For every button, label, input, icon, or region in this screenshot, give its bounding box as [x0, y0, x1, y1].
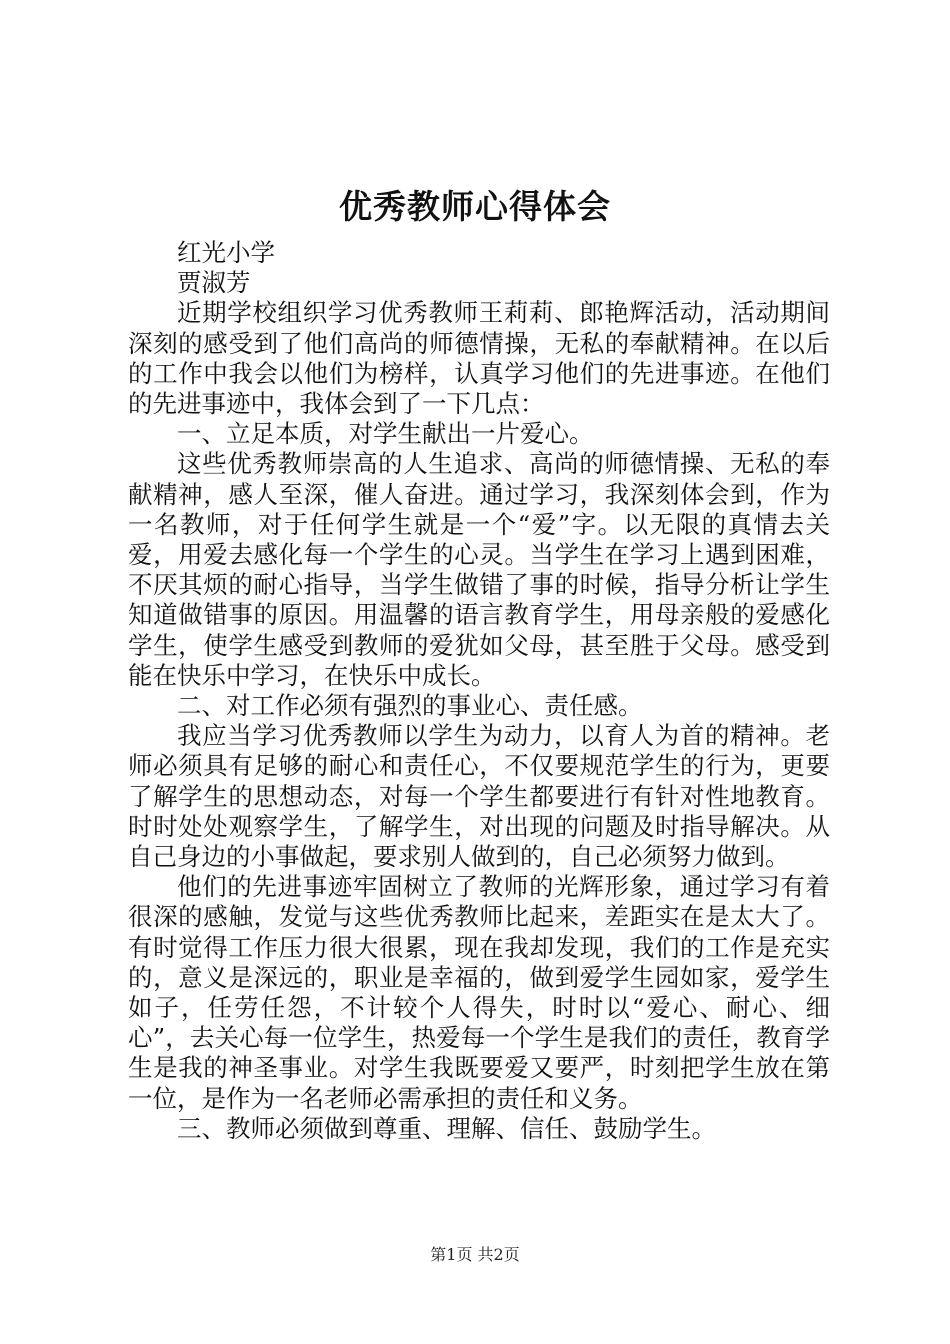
section-heading: 二、对工作必须有强烈的事业心、责任感。	[177, 691, 643, 721]
section-heading: 一、立足本质，对学生献出一片爱心。	[177, 419, 594, 449]
document-title: 优秀教师心得体会	[339, 187, 611, 226]
body-paragraph: 我应当学习优秀教师以学生为动力，以育人为首的精神。老师必须具有足够的耐心和责任心，不仅要规范学生的行为，更要了解学生的思想动态，对每一个学生都要进行有针对性地教育。时时处处观察学生，了解学生，对出现的问题及时指导解决。从自己身边的小事做起，要求别人做到的，自己必须努力做到。	[128, 721, 830, 872]
body-paragraph: 近期学校组织学习优秀教师王莉莉、郎艳辉活动，活动期间深刻的感受到了他们高尚的师德情操，无私的奉献精神。在以后的工作中我会以他们为榜样，认真学习他们的先进事迹。在他们的先进事迹中，我体会到了一下几点：	[128, 298, 830, 419]
author-name: 贾淑芳	[177, 268, 251, 298]
document-body	[128, 238, 830, 1144]
page-footer: 第1页 共2页	[430, 1245, 520, 1264]
section-heading: 三、教师必须做到尊重、理解、信任、鼓励学生。	[177, 1113, 716, 1143]
body-paragraph: 这些优秀教师崇高的人生追求、高尚的师德情操、无私的奉献精神，感人至深，催人奋进。通过学习，我深刻体会到，作为一名教师，对于任何学生就是一个“爱”字。以无限的真情去关爱，用爱去感化每一个学生的心灵。当学生在学习上遇到困难，不厌其烦的耐心指导，当学生做错了事的时候，指导分析让学生知道做错事的原因。用温馨的语言教育学生，用母亲般的爱感化学生，使学生感受到教师的爱犹如父母，甚至胜于父母。感受到能在快乐中学习，在快乐中成长。	[128, 449, 830, 690]
body-paragraph: 他们的先进事迹牢固树立了教师的光辉形象，通过学习有着很深的感触，发觉与这些优秀教师比起来，差距实在是太大了。有时觉得工作压力很大很累，现在我却发现，我们的工作是充实的，意义是深远的，职业是幸福的，做到爱学生园如家，爱学生如子，任劳任怨，不计较个人得失，时时以“爱心、耐心、细心”，去关心每一位学生，热爱每一个学生是我们的责任，教育学生是我的神圣事业。对学生我既要爱又要严，时刻把学生放在第一位，是作为一名老师必需承担的责任和义务。	[128, 872, 830, 1113]
school-name: 红光小学	[177, 238, 275, 267]
